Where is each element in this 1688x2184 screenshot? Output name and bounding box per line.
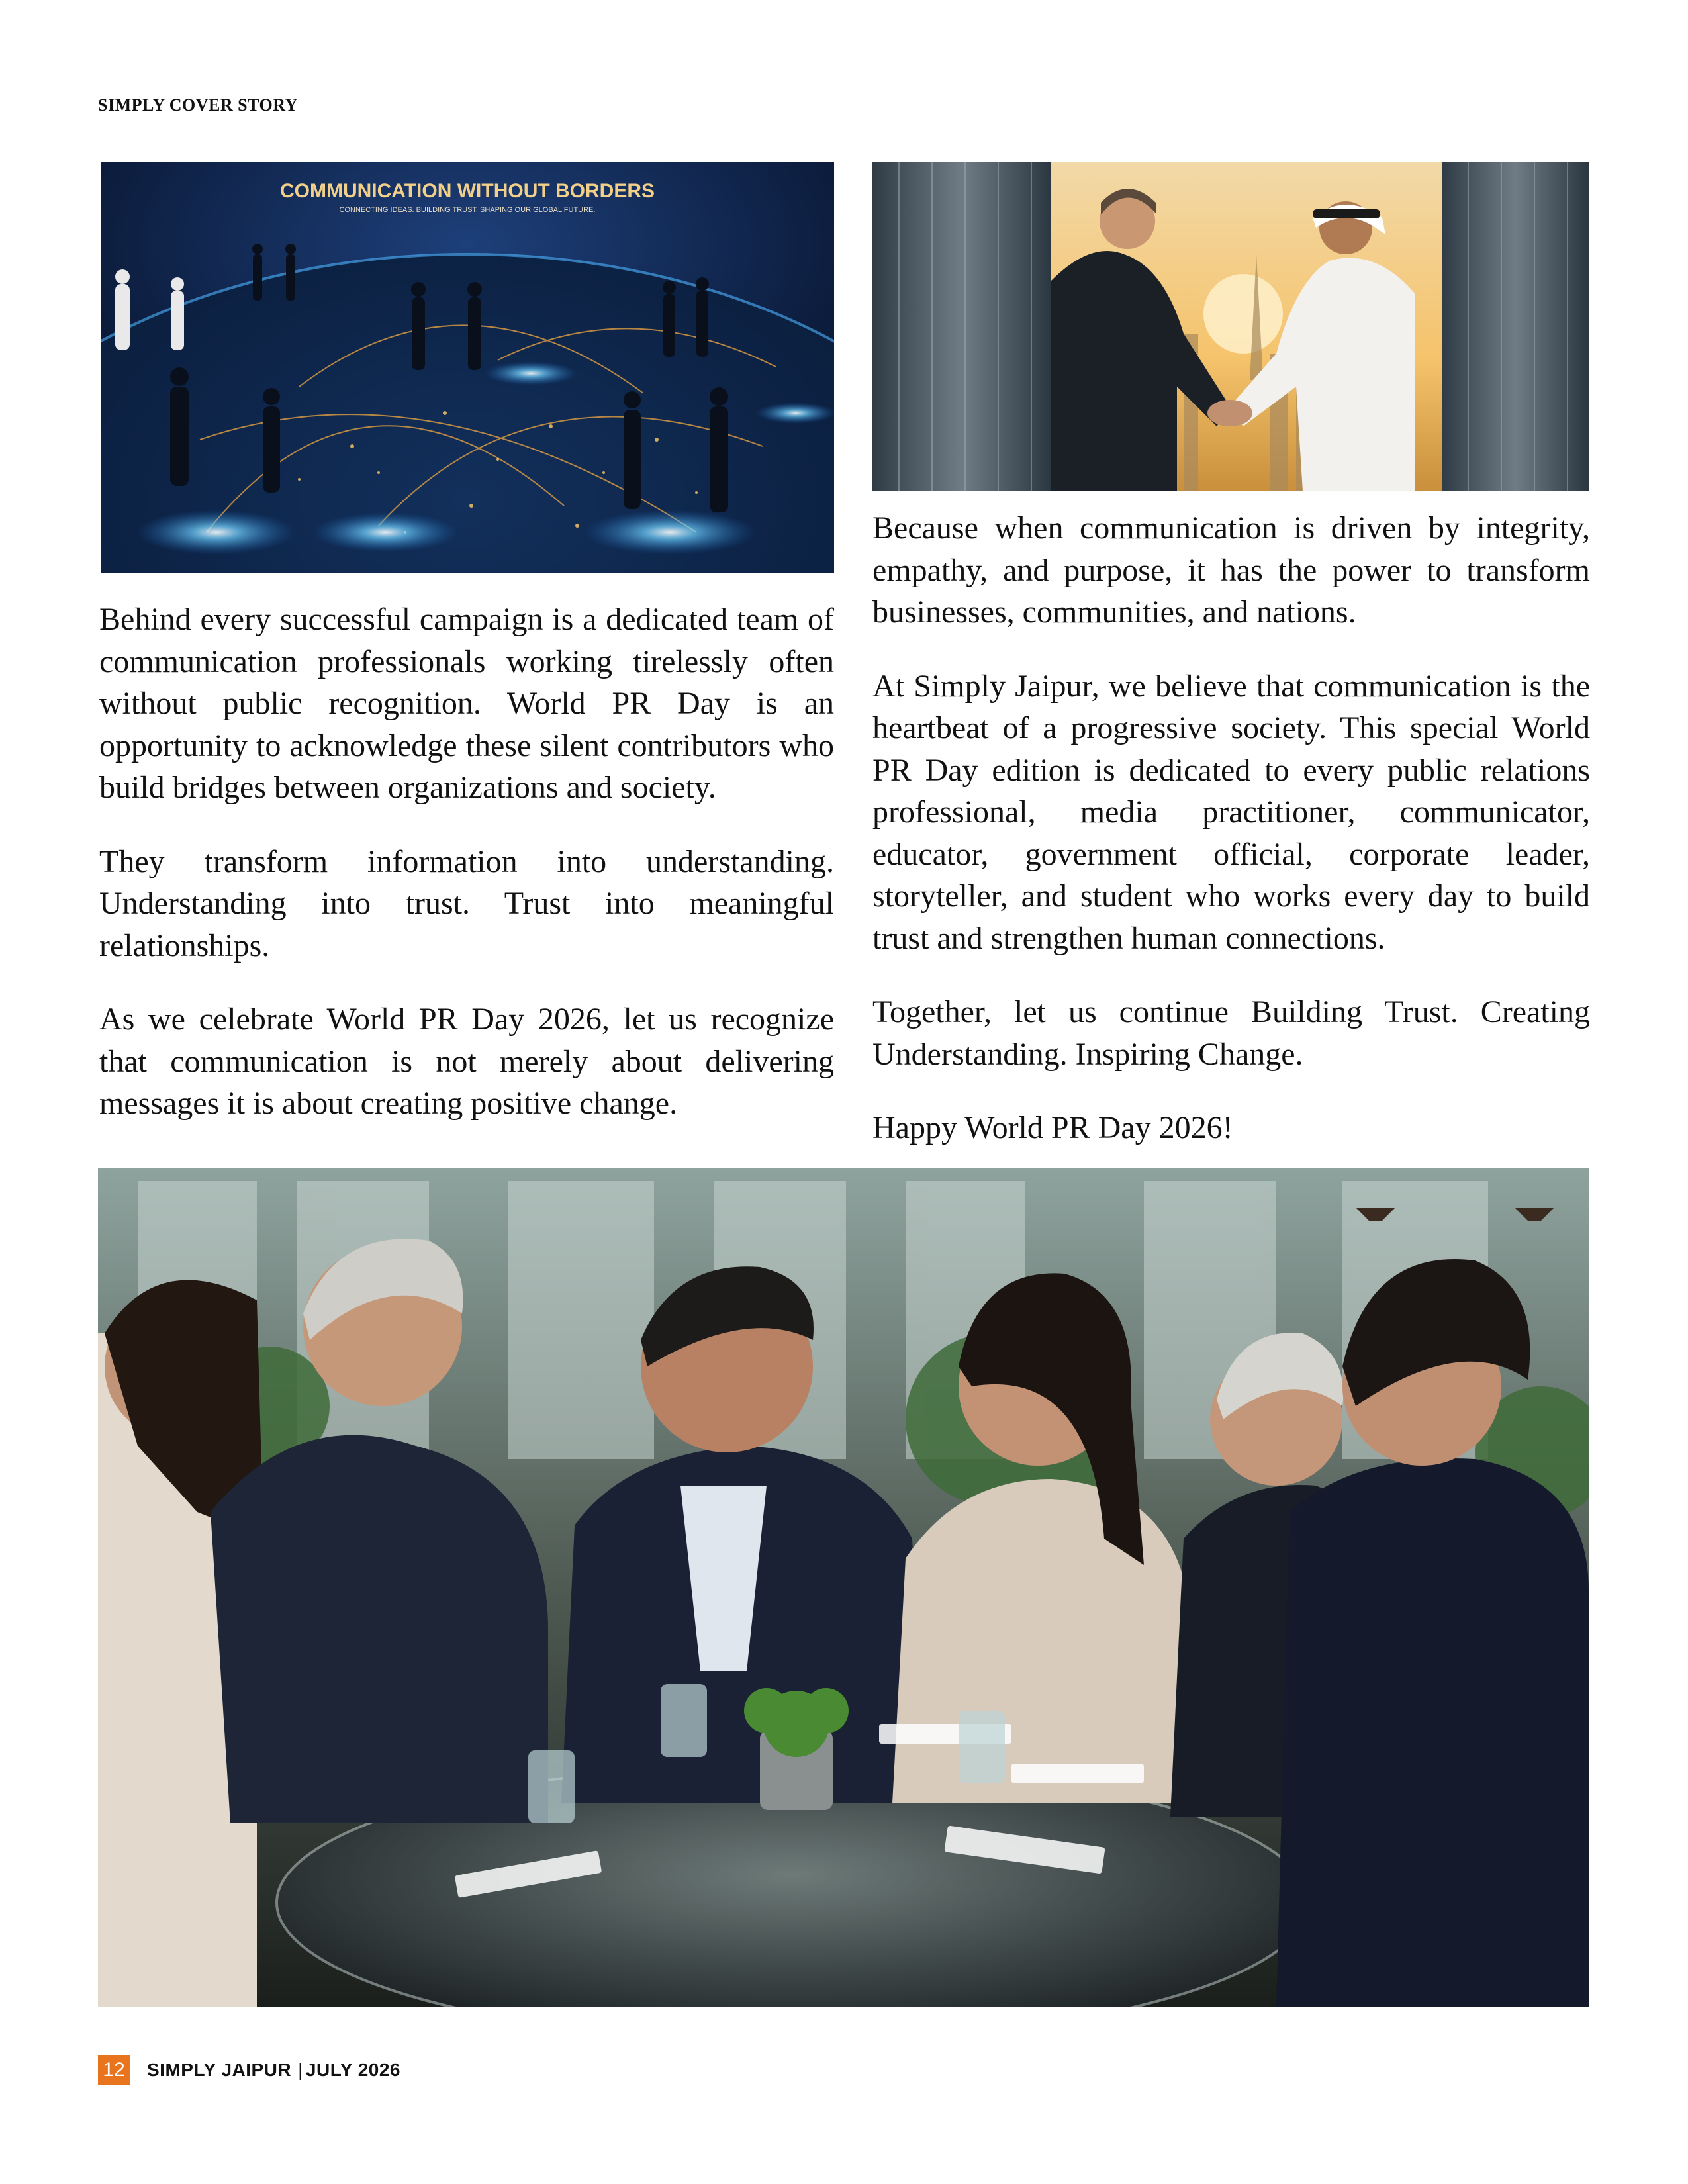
page-number: 12	[98, 2055, 130, 2085]
handshake-image	[872, 162, 1589, 491]
left-column	[99, 598, 834, 1157]
left-paragraph-2: They transform information into understanding. Understanding into trust. Trust into meaningful relationships.	[99, 843, 834, 963]
left-paragraph-3: As we celebrate World PR Day 2026, let us recognize that communication is not merely about delivering messages it is about creating positive change.	[99, 1002, 834, 1121]
page-footer	[98, 2055, 400, 2085]
issue-date: JULY 2026	[305, 2060, 400, 2080]
publication-info	[147, 2060, 400, 2081]
section-label: SIMPLY COVER STORY	[98, 95, 298, 115]
right-paragraph-4: Happy World PR Day 2026!	[872, 1110, 1233, 1145]
publication-name: SIMPLY JAIPUR	[147, 2060, 292, 2080]
right-paragraph-2: At Simply Jaipur, we believe that communication is the heartbeat of a progressive society. This special World PR Day edition is dedicated to every public relations professional, media practitioner, communicator, educator, government official, corporate leader, storyteller, and student who works every day to build trust and strengthen human connections.	[872, 668, 1590, 956]
footer-separator: |	[298, 2060, 303, 2080]
right-paragraph-1: Because when communication is driven by integrity, empathy, and purpose, it has the power to transform businesses, communities, and nations.	[872, 510, 1590, 630]
globe-headline: COMMUNICATION WITHOUT BORDERS	[279, 180, 655, 202]
right-column	[872, 507, 1590, 1181]
left-paragraph-1: Behind every successful campaign is a dedicated team of communication professionals working tirelessly often without public recognition. World PR Day is an opportunity to acknowledge these silent contributors who build bridges between organizations and society.	[99, 602, 834, 805]
right-paragraph-3: Together, let us continue Building Trust. Creating Understanding. Inspiring Change.	[872, 994, 1590, 1072]
meeting-photo-image	[98, 1168, 1589, 2007]
globe-tagline: CONNECTING IDEAS. BUILDING TRUST. SHAPING OUR GLOBAL FUTURE.	[339, 206, 596, 214]
globe-network-image	[101, 162, 834, 573]
